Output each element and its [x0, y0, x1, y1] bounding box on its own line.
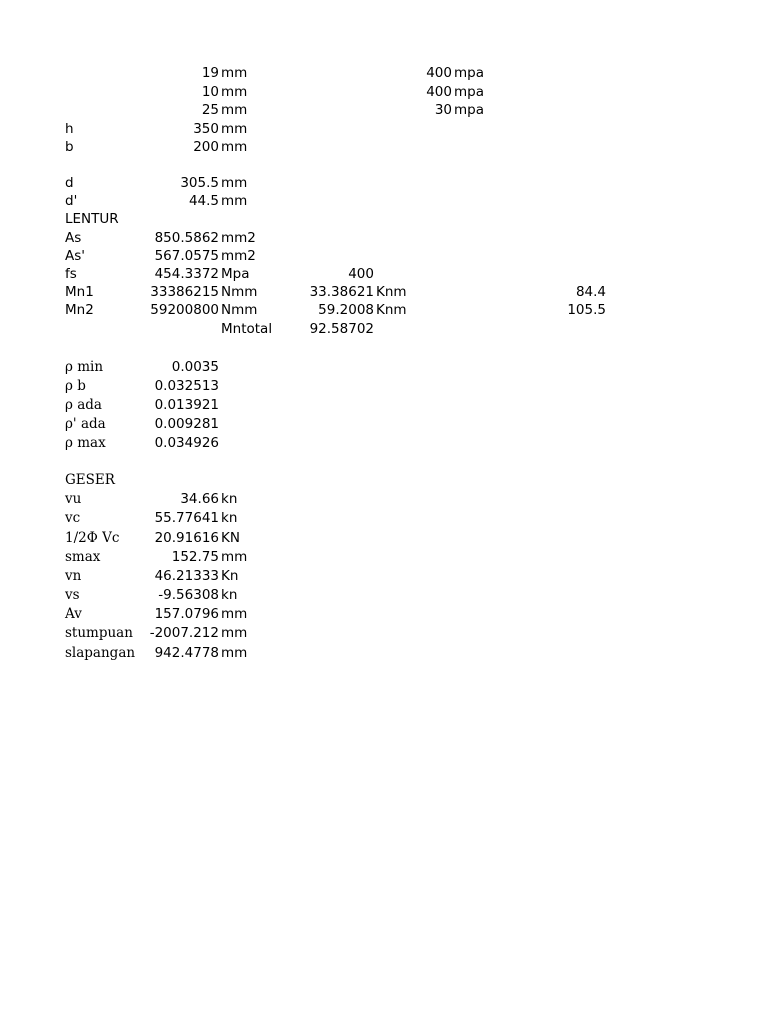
unit2-cell: mpa [454, 84, 484, 100]
rho-row [0, 434, 768, 453]
value-cell: 46.21333 [154, 568, 219, 584]
label-cell: d' [65, 193, 78, 209]
input-row [0, 101, 768, 120]
value-cell: 59200800 [150, 302, 219, 318]
geser-row [0, 586, 768, 605]
label-cell: vc [65, 510, 81, 526]
label-cell: fs [65, 266, 77, 282]
mntotal-value: 92.58702 [309, 321, 374, 337]
label-cell: Mn1 [65, 284, 94, 300]
value-cell: 19 [201, 65, 219, 81]
lentur-row [0, 247, 768, 266]
input-row [0, 83, 768, 102]
value-cell: 0.013921 [154, 397, 219, 413]
value-cell: 567.0575 [154, 248, 219, 264]
value-cell: 200 [193, 139, 219, 155]
unit2-cell: Knm [376, 302, 407, 318]
value-cell: -9.56308 [158, 587, 219, 603]
label-cell: Mn2 [65, 302, 94, 318]
unit-cell: mm [221, 121, 248, 137]
value-cell: -2007.212 [149, 625, 219, 641]
unit-cell: KN [221, 530, 240, 546]
label-cell: smax [65, 549, 101, 565]
geser-row [0, 624, 768, 643]
value-cell: 55.77641 [154, 510, 219, 526]
rho-row [0, 377, 768, 396]
depth-row [0, 192, 768, 211]
unit-cell: kn [221, 491, 238, 507]
input-row [0, 120, 768, 139]
label-cell: vn [65, 568, 82, 584]
unit-cell: mm [221, 549, 248, 565]
unit-cell: mm2 [221, 248, 256, 264]
unit-cell: Mpa [221, 266, 250, 282]
geser-row [0, 605, 768, 624]
unit2-cell: mpa [454, 65, 484, 81]
value-cell: 34.66 [180, 491, 219, 507]
value-cell: 0.0035 [171, 359, 219, 375]
mntotal-label: Mntotal [221, 321, 273, 337]
unit-cell: mm [221, 65, 248, 81]
label-cell: ρ b [65, 378, 86, 394]
value2-cell: 400 [348, 266, 374, 282]
unit-cell: mm [221, 102, 248, 118]
value-cell: 350 [193, 121, 219, 137]
lentur-row [0, 283, 768, 302]
value-cell: 850.5862 [154, 230, 219, 246]
unit-cell: mm [221, 175, 248, 191]
input-row [0, 64, 768, 83]
rho-row [0, 396, 768, 415]
geser-row [0, 644, 768, 663]
mntotal-row [0, 320, 768, 339]
unit2-cell: mpa [454, 102, 484, 118]
geser-row [0, 567, 768, 586]
lentur-title: LENTUR [65, 211, 119, 227]
value2-cell: 33.38621 [309, 284, 374, 300]
label-cell: vs [65, 587, 80, 603]
label-cell: ρ min [65, 359, 104, 375]
value-cell: 25 [201, 102, 219, 118]
geser-title: GESER [65, 472, 115, 488]
unit2-cell: Knm [376, 284, 407, 300]
label-cell: vu [65, 491, 82, 507]
label-cell: d [65, 175, 74, 191]
value-cell: 0.032513 [154, 378, 219, 394]
value2-cell: 400 [426, 84, 452, 100]
depth-row [0, 174, 768, 193]
unit-cell: kn [221, 587, 238, 603]
value2-cell: 59.2008 [318, 302, 374, 318]
value2-cell: 400 [426, 65, 452, 81]
input-row [0, 138, 768, 157]
unit-cell: mm [221, 193, 248, 209]
unit-cell: mm [221, 645, 248, 661]
lentur-row [0, 265, 768, 284]
value-cell: 33386215 [150, 284, 219, 300]
label-cell: stumpuan [65, 625, 133, 641]
unit-cell: mm [221, 625, 248, 641]
geser-row [0, 490, 768, 509]
label-cell: As' [65, 248, 85, 264]
geser-row [0, 509, 768, 528]
unit-cell: kn [221, 510, 238, 526]
label-cell: slapangan [65, 645, 136, 661]
unit-cell: mm [221, 139, 248, 155]
value-cell: 0.034926 [154, 435, 219, 451]
label-cell: ρ ada [65, 397, 102, 413]
geser-header-row [0, 471, 768, 490]
value-cell: 305.5 [180, 175, 219, 191]
lentur-row [0, 301, 768, 320]
label-cell: Av [65, 606, 82, 622]
value2-cell: 30 [434, 102, 452, 118]
label-cell: b [65, 139, 74, 155]
geser-row [0, 529, 768, 548]
rho-row [0, 358, 768, 377]
label-cell: 1/2Φ Vc [65, 530, 120, 546]
label-cell: ρ' ada [65, 416, 106, 432]
geser-row [0, 548, 768, 567]
unit-cell: Kn [221, 568, 239, 584]
unit-cell: Nmm [221, 284, 258, 300]
value-cell: 0.009281 [154, 416, 219, 432]
unit-cell: mm2 [221, 230, 256, 246]
value-cell: 454.3372 [154, 266, 219, 282]
value-cell: 152.75 [171, 549, 219, 565]
value-cell: 942.4778 [154, 645, 219, 661]
lentur-row [0, 229, 768, 248]
label-cell: h [65, 121, 74, 137]
value-cell: 10 [201, 84, 219, 100]
label-cell: As [65, 230, 82, 246]
rho-row [0, 415, 768, 434]
lentur-header-row [0, 210, 768, 229]
label-cell: ρ max [65, 435, 106, 451]
unit-cell: Nmm [221, 302, 258, 318]
value3-cell: 105.5 [567, 302, 606, 318]
value-cell: 157.0796 [154, 606, 219, 622]
unit-cell: mm [221, 606, 248, 622]
value3-cell: 84.4 [575, 284, 606, 300]
unit-cell: mm [221, 84, 248, 100]
value-cell: 20.91616 [154, 530, 219, 546]
value-cell: 44.5 [188, 193, 219, 209]
